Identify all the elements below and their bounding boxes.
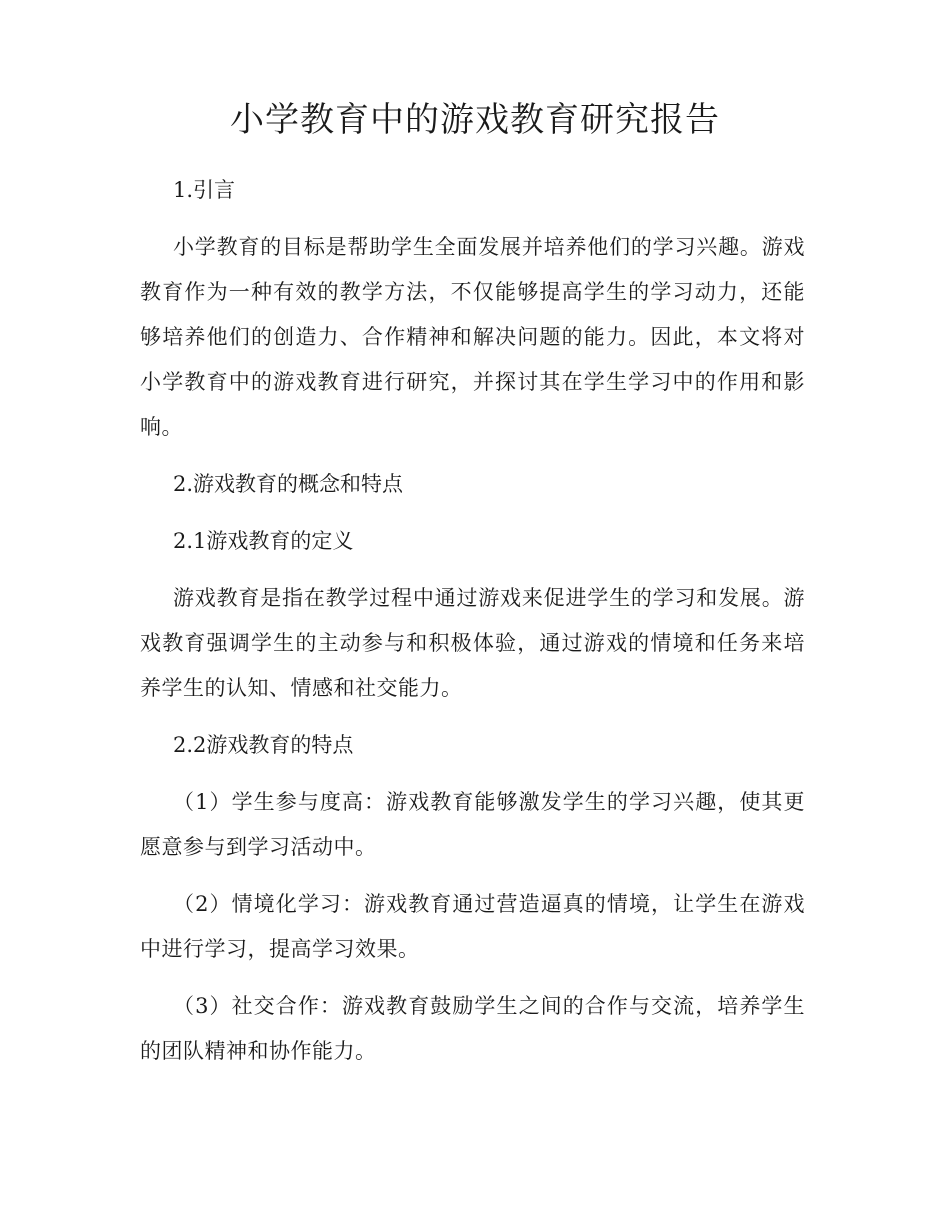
- document-title: 小学教育中的游戏教育研究报告: [230, 100, 720, 140]
- document-body: [140, 168, 805, 1074]
- feature-paragraph-2: （2）情境化学习：游戏教育通过营造逼真的情境，让学生在游戏中进行学习，提高学习效果。: [140, 892, 805, 961]
- section-heading-1: 1.引言: [173, 178, 236, 202]
- definition-paragraph: 游戏教育是指在教学过程中通过游戏来促进学生的学习和发展。游戏教育强调学生的主动参与和积极体验，通过游戏的情境和任务来培养学生的认知、情感和社交能力。: [140, 586, 805, 700]
- feature-paragraph-1: （1）学生参与度高：游戏教育能够激发学生的学习兴趣，使其更愿意参与到学习活动中。: [140, 790, 805, 859]
- subsection-heading-2-1: 2.1游戏教育的定义: [173, 529, 354, 553]
- intro-paragraph: 小学教育的目标是帮助学生全面发展并培养他们的学习兴趣。游戏教育作为一种有效的教学方法，不仅能够提高学生的学习动力，还能够培养他们的创造力、合作精神和解决问题的能力。因此，本文将对小学教育中的游戏教育进行研究，并探讨其在学生学习中的作用和影响。: [140, 235, 805, 439]
- subsection-heading-2-2: 2.2游戏教育的特点: [173, 733, 354, 757]
- feature-paragraph-3: （3）社交合作：游戏教育鼓励学生之间的合作与交流，培养学生的团队精神和协作能力。: [140, 994, 805, 1063]
- section-heading-2: 2.游戏教育的概念和特点: [173, 472, 404, 496]
